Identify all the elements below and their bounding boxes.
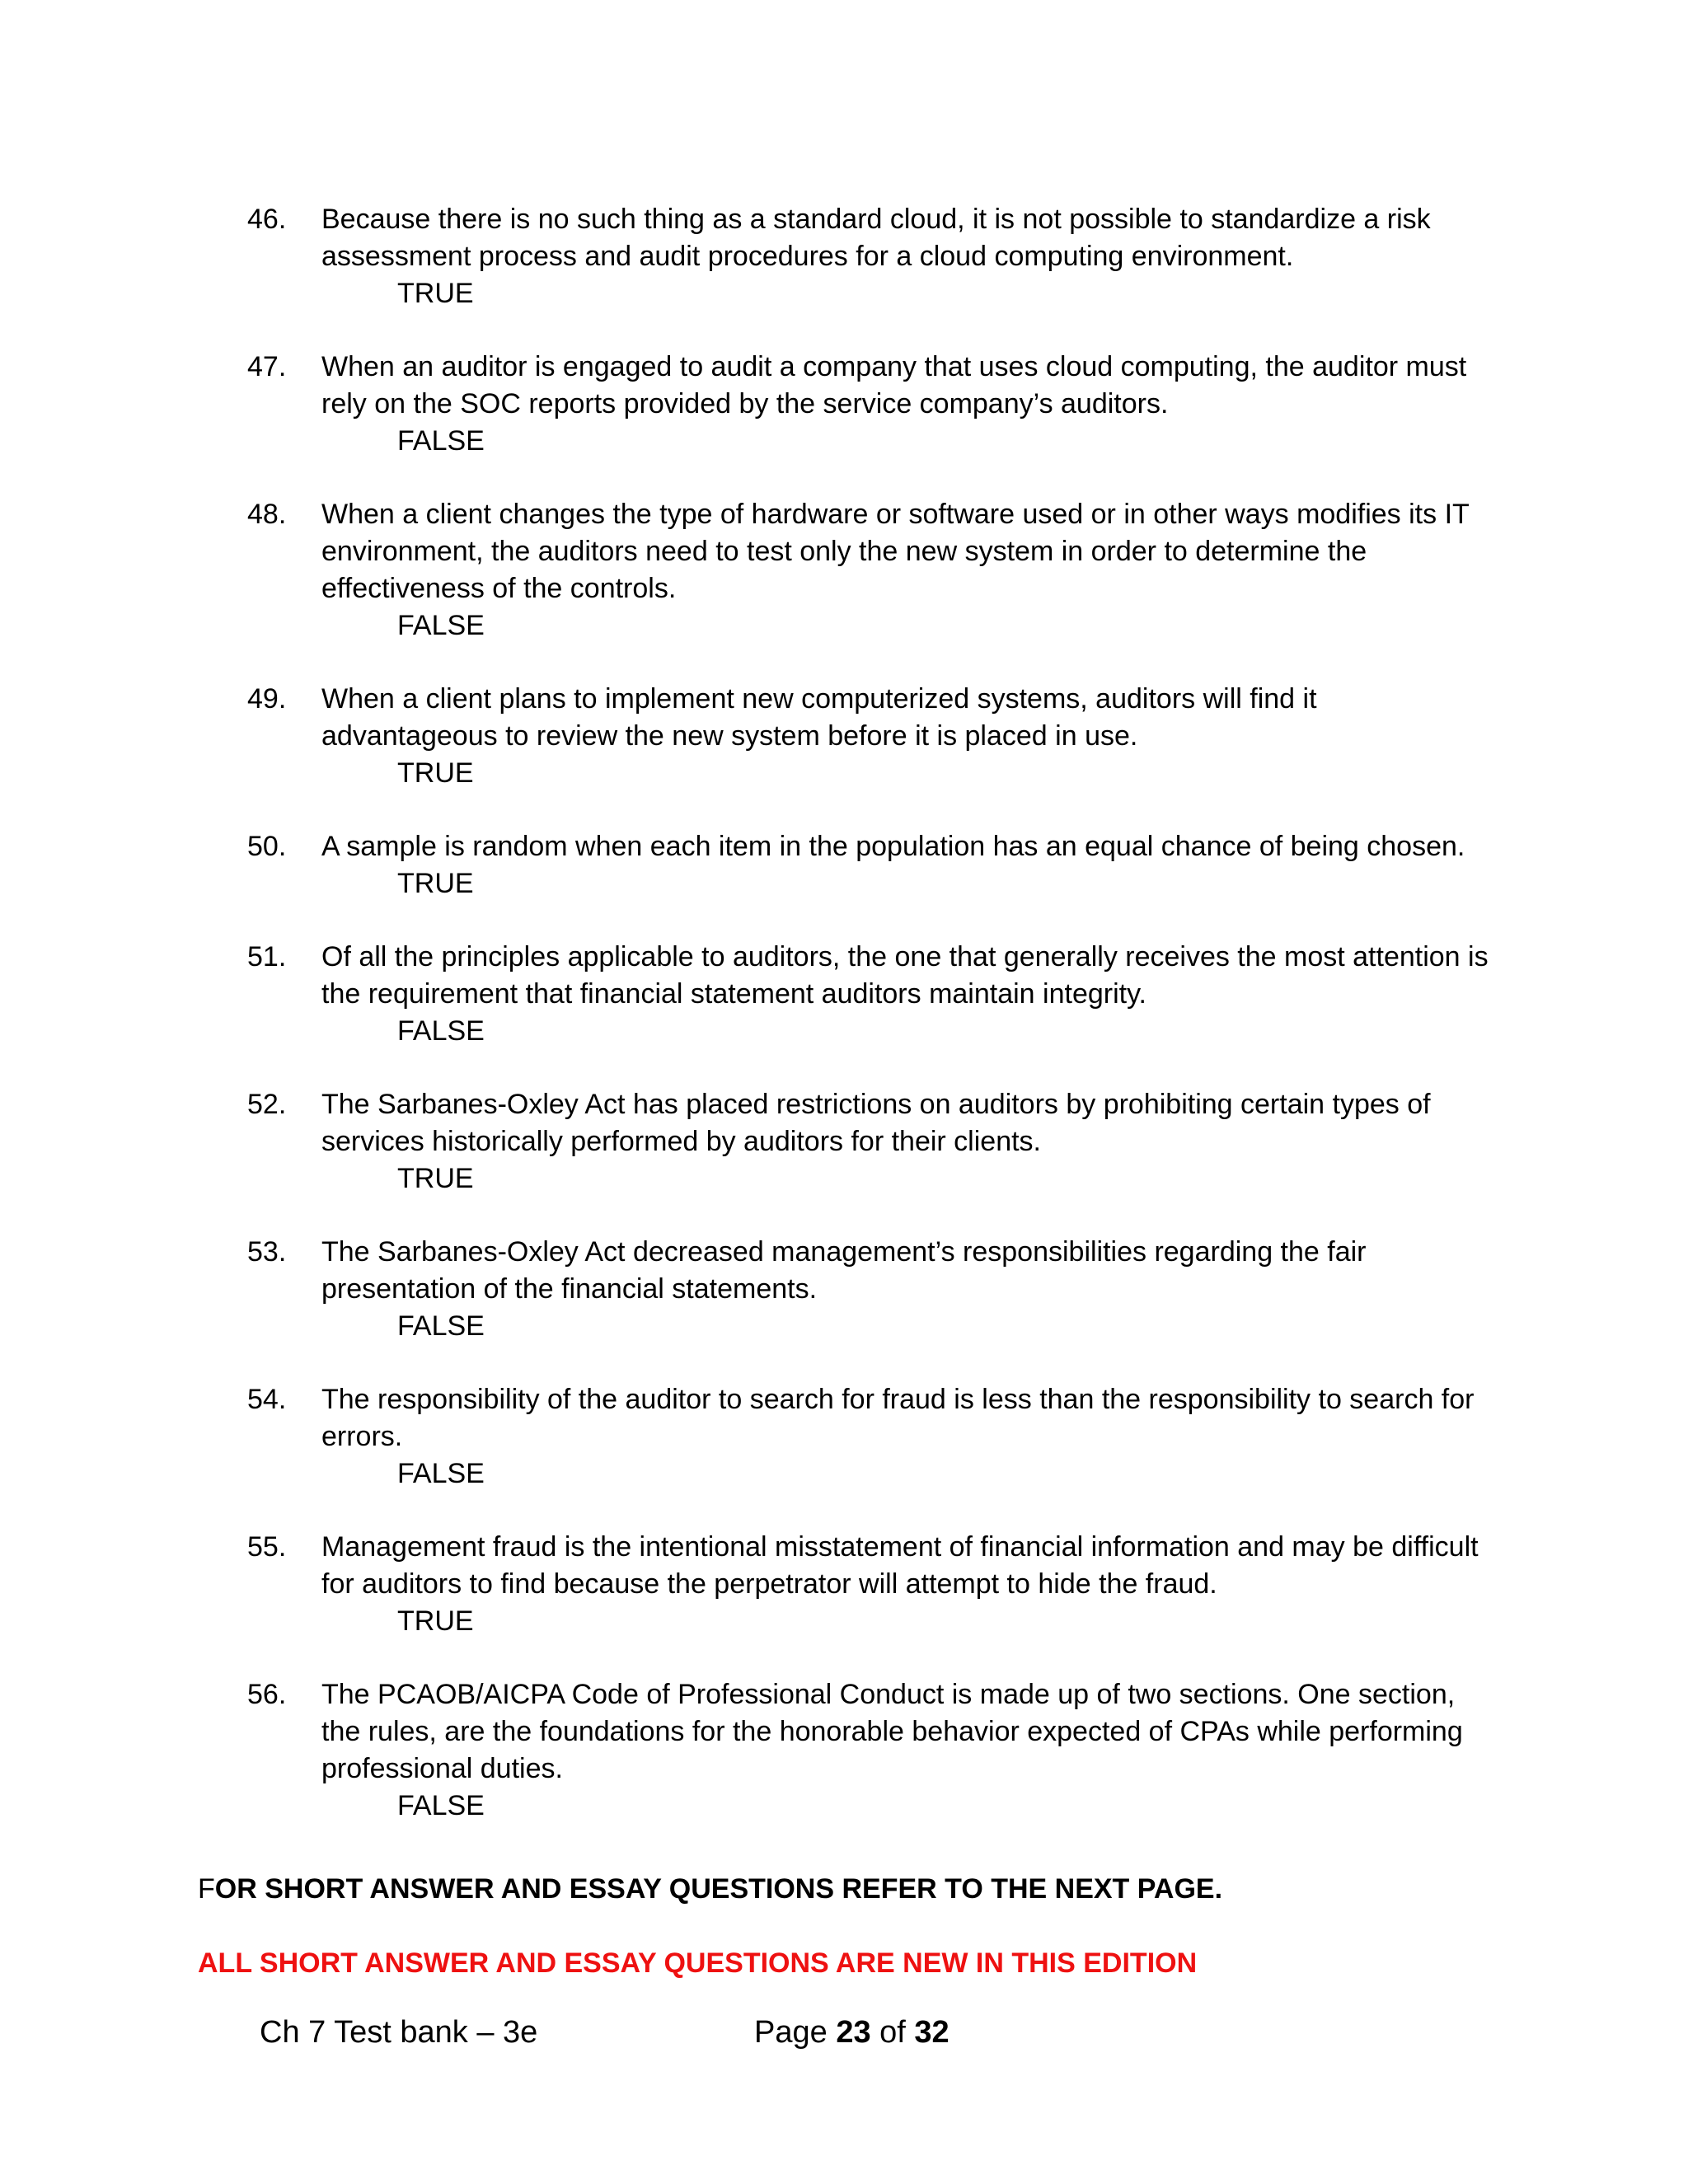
question-text: A sample is random when each item in the population has an equal chance of being chosen. <box>321 831 1465 862</box>
question-answer: TRUE <box>397 757 474 789</box>
page-total: 32 <box>914 2015 950 2050</box>
question-item <box>247 939 1500 1050</box>
question-item <box>247 1381 1500 1493</box>
question-text: When an auditor is engaged to audit a company that uses cloud computing, the auditor must rely on the SOC reports provided by the service company’s auditors. <box>321 351 1467 419</box>
refer-note-rest: OR SHORT ANSWER AND ESSAY QUESTIONS REFER TO THE NEXT PAGE. <box>214 1873 1223 1905</box>
question-item <box>247 349 1500 460</box>
new-edition-note: ALL SHORT ANSWER AND ESSAY QUESTIONS ARE NEW IN THIS EDITION <box>198 1947 1198 1979</box>
question-item <box>247 496 1500 644</box>
question-answer: TRUE <box>397 278 474 309</box>
question-text: The responsibility of the auditor to search for fraud is less than the responsibility to search for errors. <box>321 1384 1475 1452</box>
question-number: 56. <box>247 1679 287 1710</box>
question-list <box>247 201 1500 1861</box>
question-answer: TRUE <box>397 1605 474 1637</box>
question-answer: FALSE <box>397 1790 485 1821</box>
question-number: 46. <box>247 204 287 235</box>
question-number: 52. <box>247 1089 287 1120</box>
question-text: Of all the principles applicable to auditors, the one that generally receives the most attention is the requirement that financial statement auditors maintain integrity. <box>321 941 1489 1010</box>
question-number: 50. <box>247 831 287 862</box>
question-text: Management fraud is the intentional misstatement of financial information and may be difficult for auditors to find because the perpetrator will attempt to hide the fraud. <box>321 1531 1479 1600</box>
question-item <box>247 1234 1500 1345</box>
question-number: 54. <box>247 1384 287 1415</box>
question-item <box>247 828 1500 902</box>
question-answer: FALSE <box>397 1458 485 1489</box>
question-number: 48. <box>247 499 287 530</box>
of-word: of <box>879 2015 906 2050</box>
question-answer: FALSE <box>397 610 485 641</box>
document-label: Ch 7 Test bank – 3e <box>260 2015 538 2050</box>
refer-next-page-note <box>198 1871 1222 1908</box>
question-text: The Sarbanes-Oxley Act has placed restrictions on auditors by prohibiting certain types of services historically performed by auditors for their clients. <box>321 1089 1431 1157</box>
question-answer: TRUE <box>397 1163 474 1194</box>
question-text: When a client plans to implement new computerized systems, auditors will find it advantageous to review the new system before it is placed in use. <box>321 683 1317 752</box>
question-text: The PCAOB/AICPA Code of Professional Conduct is made up of two sections. One section, the rules, are the foundations for the honorable behavior expected of CPAs while performing professional duties. <box>321 1679 1463 1784</box>
question-number: 47. <box>247 351 287 382</box>
question-item <box>247 1086 1500 1197</box>
refer-note-first-letter: F <box>198 1873 215 1905</box>
question-item <box>247 681 1500 792</box>
question-text: Because there is no such thing as a standard cloud, it is not possible to standardize a risk assessment process and audit procedures for a cloud computing environment. <box>321 204 1431 272</box>
question-answer: TRUE <box>397 868 474 899</box>
question-number: 49. <box>247 683 287 715</box>
page-current: 23 <box>836 2015 871 2050</box>
question-number: 51. <box>247 941 287 972</box>
question-text: When a client changes the type of hardware or software used or in other ways modifies its IT environment, the auditors need to test only the new system in order to determine the effectiveness of the controls. <box>321 499 1470 604</box>
question-item <box>247 201 1500 312</box>
question-answer: FALSE <box>397 1310 485 1342</box>
question-number: 53. <box>247 1236 287 1268</box>
question-item <box>247 1676 1500 1825</box>
page-word: Page <box>754 2015 828 2050</box>
question-answer: FALSE <box>397 425 485 457</box>
question-text: The Sarbanes-Oxley Act decreased management’s responsibilities regarding the fair presentation of the financial statements. <box>321 1236 1367 1305</box>
question-item <box>247 1529 1500 1640</box>
page-number <box>754 2013 950 2052</box>
question-number: 55. <box>247 1531 287 1563</box>
question-answer: FALSE <box>397 1015 485 1047</box>
